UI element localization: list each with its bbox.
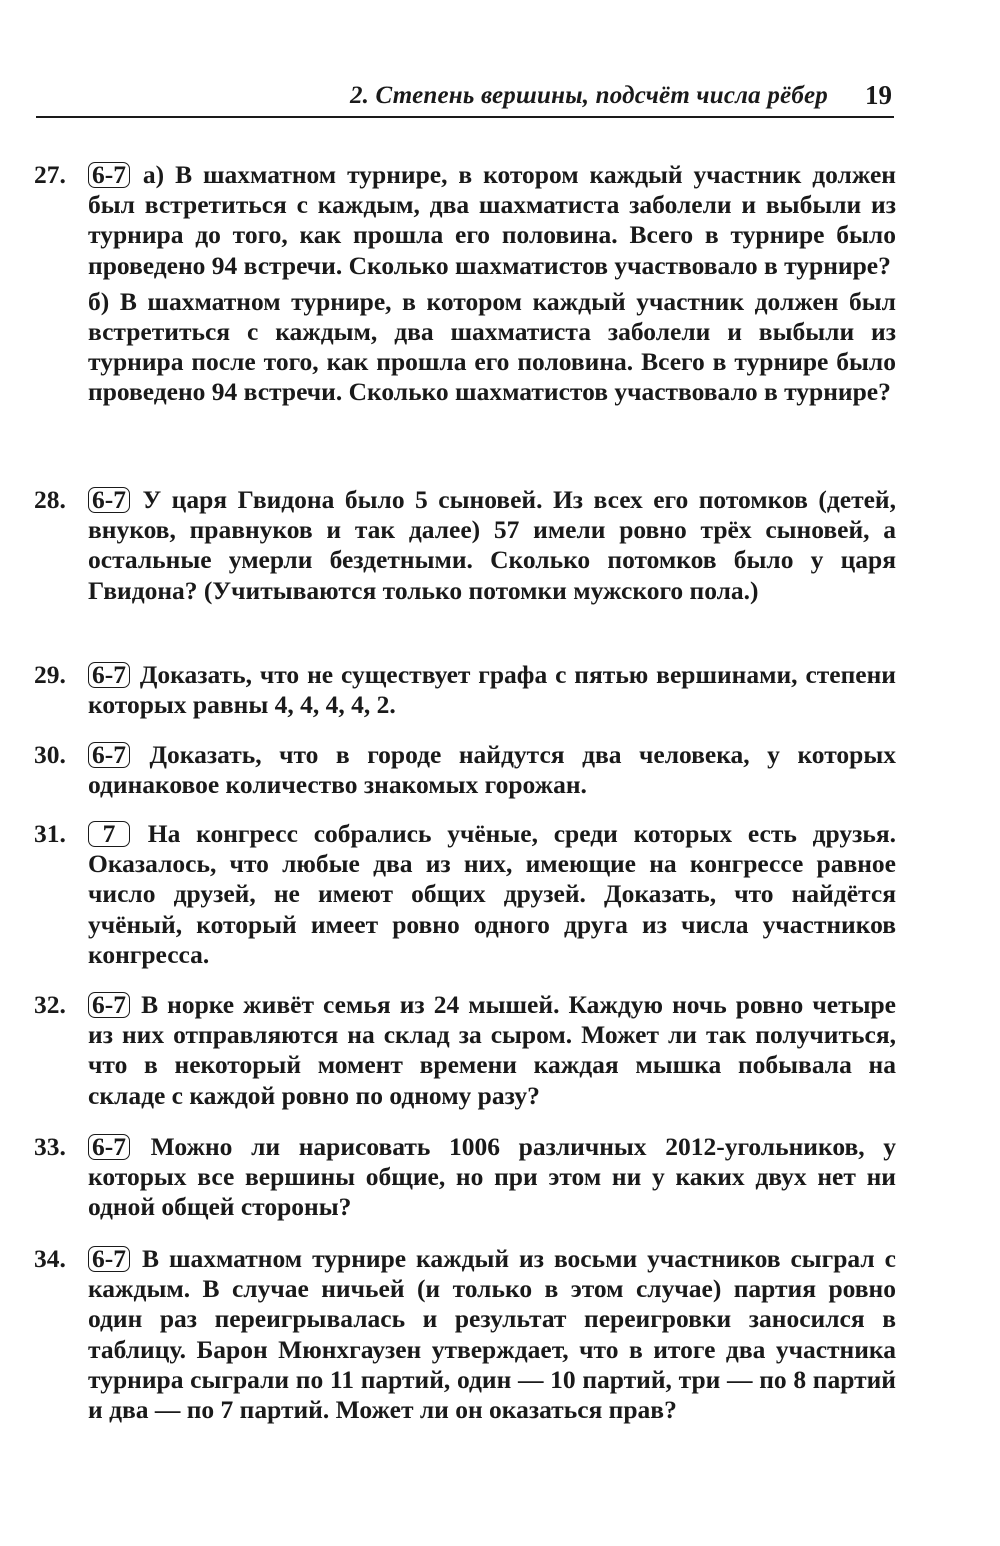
grade-badge: 6-7 xyxy=(88,487,130,513)
problem-number: 30. xyxy=(34,740,66,769)
grade-badge: 6-7 xyxy=(88,662,130,688)
part-text: В шахматном турнире каждый из восьми участников сыграл с каждым. В случае ничьей (и только в этом случае) партия ровно один раз переигрывалась и результат переигровки заносился в таблицу. Барон Мюнхгаузен утверждает, что в итоге два участника турнира сыграли по 11 партий, один — 10 партий, три — по 8 партий и два — по 7 партий. Может ли он оказаться прав? xyxy=(88,1244,896,1425)
problem-statement xyxy=(88,990,896,1111)
problem-statement xyxy=(88,1244,896,1425)
problem-number: 31. xyxy=(34,819,66,848)
problem-part-b xyxy=(88,287,896,408)
problem-text xyxy=(88,485,896,606)
running-header xyxy=(36,78,894,118)
problem-number: 34. xyxy=(34,1244,66,1273)
problem-number: 32. xyxy=(34,990,66,1019)
grade-badge: 6-7 xyxy=(88,992,130,1018)
problem-34 xyxy=(34,1244,896,1425)
part-text: На конгресс собрались учёные, среди которых есть друзья. Оказалось, что любые два из них, имеющие на конгрессе равное число друзей, не имеют общих друзей. Доказать, что найдётся учёный, который имеет ровно одного друга из числа участников конгресса. xyxy=(88,819,896,969)
problem-number: 28. xyxy=(34,485,66,514)
problem-text xyxy=(88,819,896,970)
problem-statement xyxy=(88,819,896,970)
problem-33 xyxy=(34,1132,896,1223)
part-text: В норке живёт семья из 24 мышей. Каждую ночь ровно четыре из них отправляются на склад за сыром. Может ли так получиться, что в некоторый момент времени каждая мышка побывала на складе с каждой ровно по одному разу? xyxy=(88,990,897,1110)
problem-number: 29. xyxy=(34,660,66,689)
problem-statement xyxy=(88,660,896,720)
part-text: Доказать, что не существует графа с пятью вершинами, степени которых равны 4, 4, 4, 4, 2. xyxy=(88,660,896,720)
grade-badge: 6-7 xyxy=(88,742,130,768)
problem-part-a xyxy=(88,160,896,281)
problem-30 xyxy=(34,740,896,800)
grade-badge: 6-7 xyxy=(88,162,130,188)
grade-badge: 6-7 xyxy=(88,1134,130,1160)
section-title: 2. Степень вершины, подсчёт числа рёбер xyxy=(349,82,828,109)
problem-text xyxy=(88,160,896,408)
problem-text xyxy=(88,990,896,1111)
problem-28 xyxy=(34,485,896,606)
problem-32 xyxy=(34,990,896,1111)
problem-statement xyxy=(88,740,896,800)
page-number: 19 xyxy=(865,80,892,110)
problem-31 xyxy=(34,819,896,970)
part-text: Можно ли нарисовать 1006 различных 2012-угольников, у которых все вершины общие, но при этом ни у каких двух нет ни одной общей стороны? xyxy=(88,1132,896,1222)
grade-badge: 6-7 xyxy=(88,1246,130,1272)
grade-badge: 7 xyxy=(88,821,130,847)
problem-text xyxy=(88,660,896,720)
problem-text xyxy=(88,1132,896,1223)
problem-text xyxy=(88,740,896,800)
problem-number: 27. xyxy=(34,160,66,189)
problem-27 xyxy=(34,160,896,408)
problem-text xyxy=(88,1244,896,1425)
problem-29 xyxy=(34,660,896,720)
part-text: У царя Гвидона было 5 сыновей. Из всех его потомков (детей, внуков, правнуков и так далее) 57 имели ровно трёх сыновей, а остальные умерли бездетными. Сколько потомков было у царя Гвидона? (Учитываются только потомки мужского пола.) xyxy=(88,485,896,605)
part-text: б) В шахматном турнире, в котором каждый участник должен был встретиться с каждым, два шахматиста заболели и выбыли из турнира после того, как прошла его половина. Всего в турнире было проведено 94 встречи. Сколько шахматистов участвовало в турнире? xyxy=(88,286,896,407)
part-text: а) В шахматном турнире, в котором каждый участник должен был встретиться с каждым, два шахматиста заболели и выбыли из турнира до того, как прошла его половина. Всего в турнире было проведено 94 встречи. Сколько шахматистов участвовало в турнире? xyxy=(88,160,896,280)
problem-statement xyxy=(88,1132,896,1223)
part-text: Доказать, что в городе найдутся два человека, у которых одинаковое количество знакомых горожан. xyxy=(88,740,896,800)
problem-number: 33. xyxy=(34,1132,66,1161)
problem-statement xyxy=(88,485,896,606)
